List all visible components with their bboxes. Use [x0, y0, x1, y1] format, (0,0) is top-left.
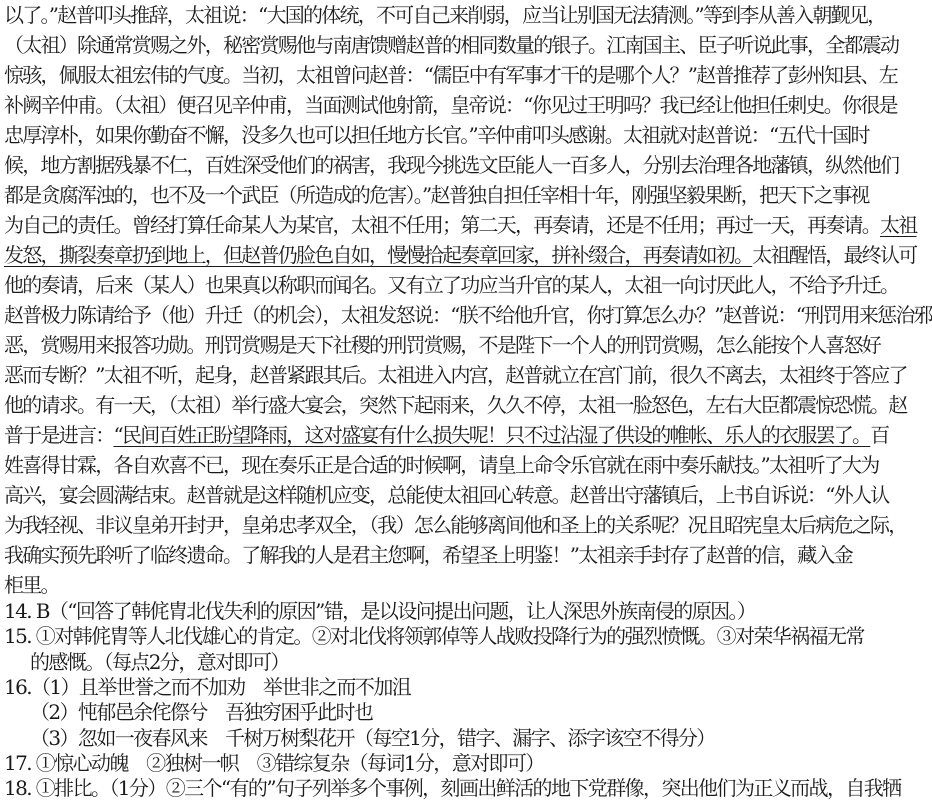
- answer-line: 14. B（“回答了韩侂胄北伐失利的原因”错，是以设问提出问题，让人深思外族南侵的原因。）: [4, 599, 756, 623]
- answer-line: 的感慨。（每点2分，意对即可）: [30, 650, 289, 674]
- translation-line: 柜里。: [4, 573, 59, 597]
- answer-line: 17. ①惊心动魄 ②独树一帜 ③错综复杂（每词1分，意对即可）: [4, 751, 544, 775]
- translation-line: 姓喜得甘霖，各自欢喜不已，现在奏乐正是合适的时候啊，请皇上命令乐官就在雨中奏乐献技。”太祖听了大为: [4, 453, 879, 477]
- underlined-sentence: “民间百姓正盼望降雨，这对盛宴有什么损失呢！只不过沾湿了供设的帷帐、乐人的衣服罢了。: [113, 423, 871, 447]
- translation-line: 恶，赏赐用来报答功勋。刑罚赏赐是天下社稷的刑罚赏赐，不是陛下一个人的刑罚赏赐，怎么能按个人喜怒好: [4, 333, 880, 357]
- translation-line: 都是贪腐浑浊的，也不及一个武臣（所造成的危害）。”赵普独自担任宰相十年，刚强坚毅果断，把天下之事视: [4, 183, 869, 207]
- translation-line: 候，地方割据残暴不仁，百姓深受他们的祸害，我现今挑选文臣能人一百多人，分别去治理各地藩镇，纵然他们: [4, 153, 899, 177]
- translation-line: 以了。”赵普叩头推辞，太祖说：“大国的体统，不可自己来削弱，应当让别国无法猜测。”等到李从善入朝觐见，: [4, 3, 886, 27]
- translation-line: 恶而专断？”太祖不听，起身，赵普紧跟其后。太祖进入内宫，赵普就立在宫门前，很久不离去，太祖终于答应了: [4, 363, 907, 387]
- translation-line: 补阙辛仲甫。（太祖）便召见辛仲甫，当面测试他射箭，皇帝说：“你见过王明吗？我已经让他担任刺史。你很是: [4, 93, 897, 117]
- translation-line: 我确实预先聆听了临终遗命。了解我的人是君主您啊，希望圣上明鉴！”太祖亲手封存了赵普的信，藏入金: [4, 543, 852, 567]
- translation-line: 他的请求。有一天，（太祖）举行盛大宴会，突然下起雨来，久久不停，太祖一脸怒色，左右大臣都震惊恐慌。赵: [4, 393, 907, 417]
- answer-line: 18. ①排比。（1分）②三个“有的”句子列举多个事例，刻画出鲜活的地下党群像，突出他们为正义而战，自我牺: [4, 776, 901, 800]
- answer-line: （2）忳郁邑余侘傺兮 吾独穷困乎此时也: [30, 700, 373, 724]
- translation-line: 为自己的责任。曾经打算任命某人为某官，太祖不任用；第二天，再奏请，还是不任用；再过一天，再奏请。太祖: [4, 213, 917, 237]
- translation-line: （太祖）除通常赏赐之外，秘密赏赐他与南唐馈赠赵普的相同数量的银子。江南国主、臣子听说此事，全都震动: [4, 33, 899, 57]
- translation-line: 忠厚淳朴，如果你勤奋不懈，没多久也可以担任地方长官。”辛仲甫叩头感谢。太祖就对赵普说：“五代十国时: [4, 123, 869, 147]
- underlined-sentence: 太祖: [880, 213, 917, 237]
- translation-line: 为我轻视、非议皇弟开封尹，皇弟忠孝双全，（我）怎么能够离间他和圣上的关系呢？况且昭宪皇太后病危之际，: [4, 513, 907, 537]
- translation-line: 普于是进言：“民间百姓正盼望降雨，这对盛宴有什么损失呢！只不过沾湿了供设的帷帐、乐人的衣服罢了。百: [4, 423, 889, 447]
- translation-line: 高兴，宴会圆满结束。赵普就是这样随机应变，总能使太祖回心转意。赵普出守藩镇后，上书自诉说：“外人认: [4, 483, 889, 507]
- translation-line: 赵普极力陈请给予（他）升迁（的机会），太祖发怒说：“朕不给他升官，你打算怎么办？”赵普说：“刑罚用来惩治邪: [4, 303, 932, 327]
- document-page: [4, 0, 932, 804]
- underlined-sentence: 发怒，撕裂奏章扔到地上，但赵普仍脸色自如，慢慢拾起奏章回家，拼补缀合，再奏请如初。: [4, 243, 753, 267]
- answer-line: 16.（1）且举世誉之而不加劝 举世非之而不加沮: [4, 675, 411, 699]
- answer-line: 15. ①对韩侂胄等人北伐雄心的肯定。②对北伐将领郭倬等人战败投降行为的强烈愤慨。③对荣华祸福无常: [4, 624, 864, 648]
- translation-line: 惊骇，佩服太祖宏伟的气度。当初，太祖曾问赵普：“儒臣中有军事才干的是哪个人？”赵普推荐了彭州知县、左: [4, 63, 897, 87]
- answer-line: （3）忽如一夜春风来 千树万树梨花开（每空1分，错字、漏字、添字该空不得分）: [30, 726, 715, 750]
- translation-line: 他的奏请，后来（某人）也果真以称职而闻名。又有立了功应当升官的某人，太祖一向讨厌此人，不给予升迁。: [4, 273, 899, 297]
- translation-line: 发怒，撕裂奏章扔到地上，但赵普仍脸色自如，慢慢拾起奏章回家，拼补缀合，再奏请如初。太祖醒悟，最终认可: [4, 243, 917, 267]
